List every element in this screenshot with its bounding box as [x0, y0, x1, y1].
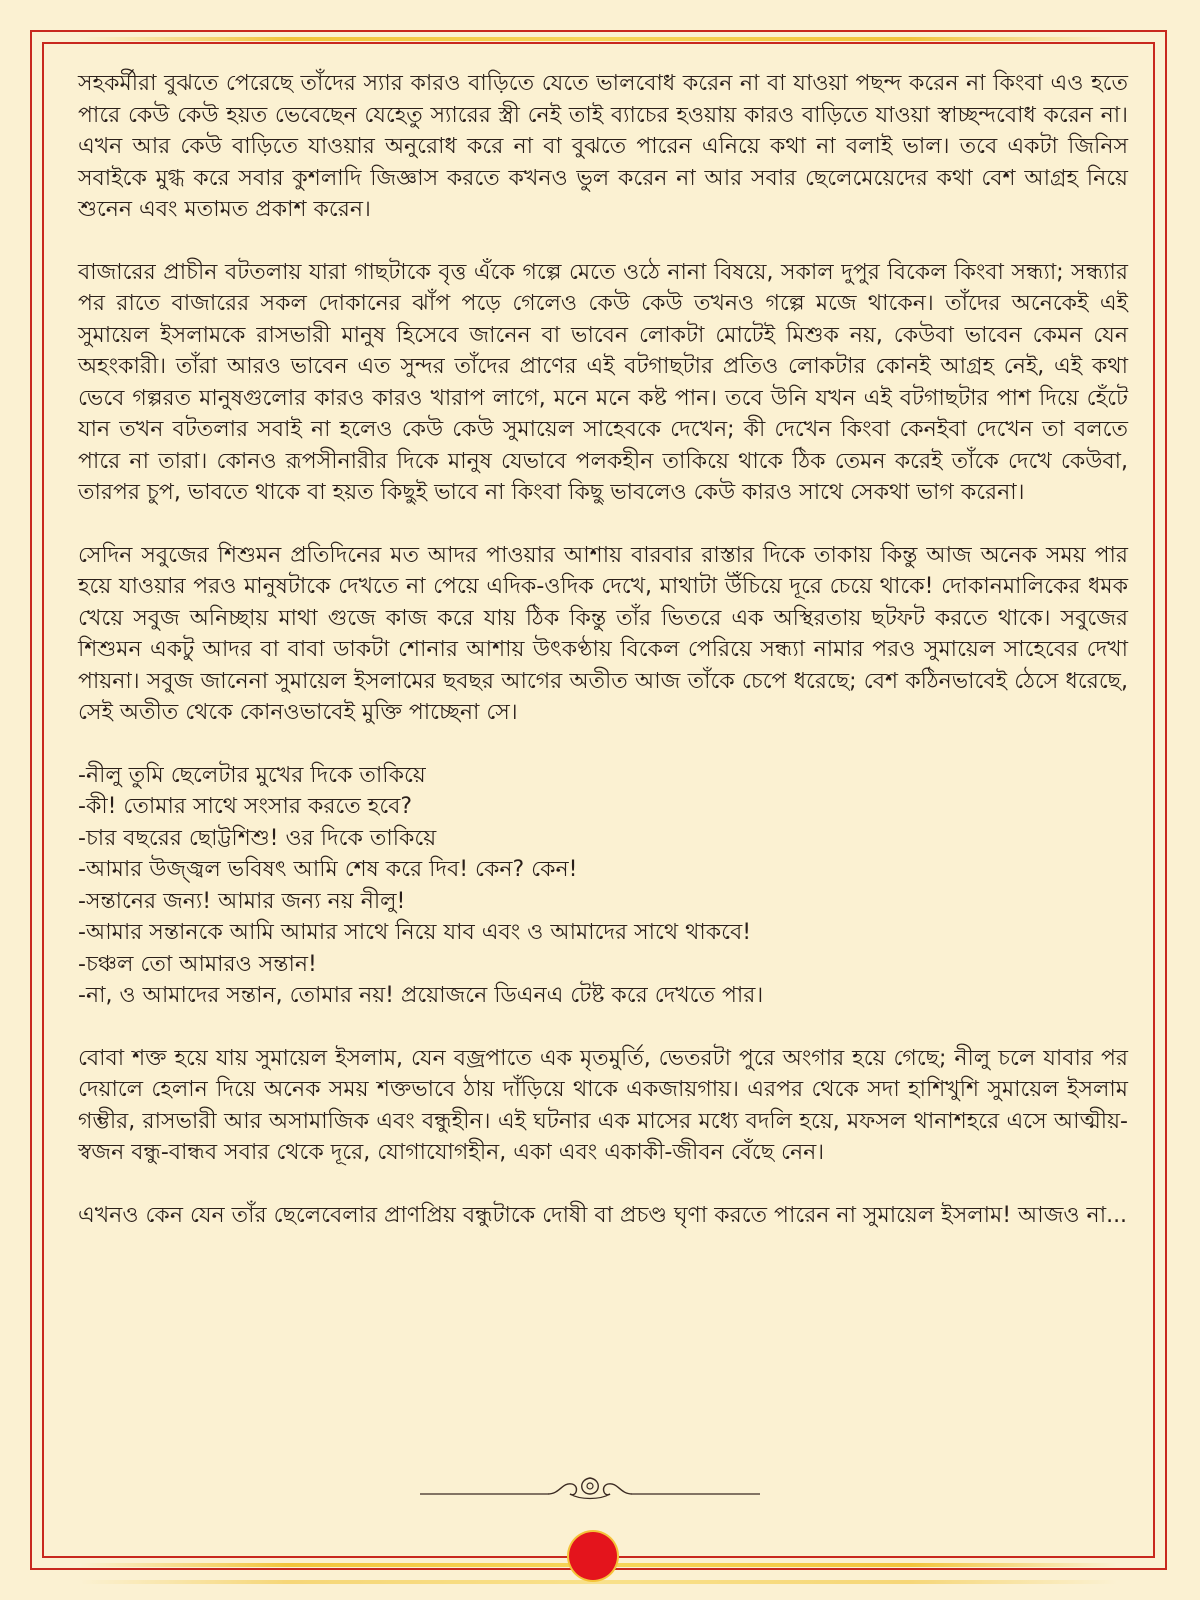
paragraph-5: এখনও কেন যেন তাঁর ছেলেবেলার প্রাণপ্রিয় বন্ধুটাকে দোষী বা প্রচণ্ড ঘৃণা করতে পারেন না সুমায়েল ইসলাম! আজও না... [78, 1202, 1128, 1228]
dialogue-line: -চার বছরের ছোট্টশিশু! ওর দিকে তাকিয়ে [78, 825, 437, 851]
paragraph-1: সহকর্মীরা বুঝতে পেরেছে তাঁদের স্যার কারও বাড়িতে যেতে ভালবোধ করেন না বা যাওয়া পছন্দ করেন না কিংবা এও হতে পারে কেউ কেউ হয়ত ভেবেছেন যেহেতু স্যারের স্ত্রী নেই তাই ব্যাচের হওয়ায় কারও বাড়িতে যাওয়া স্বাচ্ছন্দবোধ করেন না। এখন আর কেউ বাড়িতে যাওয়ার অনুরোধ করে না বা বুঝতে পারেন এনিয়ে কথা না বলাই ভাল। তবে একটা জিনিস সবাইকে মুগ্ধ করে সবার কুশলাদি জিজ্ঞাস করতে কখনও ভুল করেন না আর সবার ছেলেমেয়েদের কথা বেশ আগ্রহ নিয়ে শুনেন এবং মতামত প্রকাশ করেন। [78, 71, 1128, 222]
paragraph-2: বাজারের প্রাচীন বটতলায় যারা গাছটাকে বৃত্ত এঁকে গল্পে মেতে ওঠে নানা বিষয়ে, সকাল দুপুর বিকেল কিংবা সন্ধ্যা; সন্ধ্যার পর রাতে বাজারের সকল দোকানের ঝাঁপ পড়ে গেলেও কেউ কেউ তখনও গল্পে মজে থাকেন। তাঁদের অনেকেই এই সুমায়েল ইসলামকে রাসভারী মানুষ হিসেবে জানেন বা ভাবেন লোকটা মোটেই মিশুক নয়, কেউবা ভাবেন কেমন যেন অহংকারী। তাঁরা আরও ভাবেন এত সুন্দর তাঁদের প্রাণের এই বটগাছটার প্রতিও লোকটার কোনই আগ্রহ নেই, এই কথা ভেবে গল্পরত মানুষগুলোর কারও কারও খারাপ লাগে, মনে মনে কষ্ট পান। তবে উনি যখন এই বটগাছটার পাশ দিয়ে হেঁটে যান তখন বটতলার সবাই না হলেও কেউ কেউ সুমায়েল সাহেবকে দেখেন; কী দেখেন কিংবা কেনইবা দেখেন তা বলতে পারে না তারা। কোনও রূপসীনারীর দিকে মানুষ যেভাবে পলকহীন তাকিয়ে থাকে ঠিক তেমন করেই তাঁকে দেখে কেউবা, তারপর চুপ, ভাবতে থাকে বা হয়ত কিছুই ভাবে না কিংবা কিছু ভাবলেও কেউ কারও সাথে সেকথা ভাগ করেনা। [78, 259, 1128, 505]
story-body [78, 68, 1128, 1262]
gold-bar-bottom-secondary [80, 1580, 1117, 1584]
flourish-divider-icon [420, 1470, 760, 1510]
dialogue-line: -কী! তোমার সাথে সংসার করতে হবে? [78, 794, 413, 819]
gold-bar-top [80, 37, 1117, 41]
paragraph-3: সেদিন সবুজের শিশুমন প্রতিদিনের মত আদর পাওয়ার আশায় বারবার রাস্তার দিকে তাকায় কিন্তু আজ অনেক সময় পার হয়ে যাওয়ার পরও মানুষটাকে দেখতে না পেয়ে এদিক-ওদিক দেখে, মাথাটা উঁচিয়ে দূরে চেয়ে থাকে! দোকানমালিকের ধমক খেয়ে সবুজ অনিচ্ছায় মাথা গুজে কাজ করে যায় ঠিক কিন্তু তাঁর ভিতরে এক অস্থিরতায় ছটফট করতে থাকে। সবুজের শিশুমন একটু আদর বা বাবা ডাকটা শোনার আশায় উৎকণ্ঠায় বিকেল পেরিয়ে সন্ধ্যা নামার পরও সুমায়েল সাহেবের দেখা পায়না। সবুজ জানেনা সুমায়েল ইসলামের ছবছর আগের অতীত আজ তাঁকে চেপে ধরেছে; বেশ কঠিনভাবেই ঠেসে ধরেছে, সেই অতীত থেকে কোনওভাবেই মুক্তি পাচ্ছেনা সে। [78, 542, 1128, 725]
red-circle-seal-icon [569, 1532, 617, 1580]
dialogue-line: -চঞ্চল তো আমারও সন্তান! [78, 951, 317, 977]
dialogue-block [78, 760, 1128, 1012]
dialogue-line: -আমার সন্তানকে আমি আমার সাথে নিয়ে যাব এবং ও আমাদের সাথে থাকবে! [78, 920, 752, 945]
paragraph-4: বোবা শক্ত হয়ে যায় সুমায়েল ইসলাম, যেন বজ্রপাতে এক মৃতমুর্তি, ভেতরটা পুরে অংগার হয়ে গেছে; নীলু চলে যাবার পর দেয়ালে হেলান দিয়ে অনেক সময় শক্তভাবে ঠায় দাঁড়িয়ে থাকে একজায়গায়। এরপর থেকে সদা হাশিখুশি সুমায়েল ইসলাম গম্ভীর, রাসভারী আর অসামাজিক এবং বন্ধুহীন। এই ঘটনার এক মাসের মধ্যে বদলি হয়ে, মফসল থানাশহরে এসে আত্মীয়-স্বজন বন্ধু-বান্ধব সবার থেকে দূরে, যোগাযোগহীন, একা এবং একাকী-জীবন বেঁছে নেন। [78, 1045, 1128, 1165]
dialogue-line: -না, ও আমাদের সন্তান, তোমার নয়! প্রয়োজনে ডিএনএ টেষ্ট করে দেখতে পার। [78, 983, 764, 1008]
dialogue-line: -আমার উজ্জ্বল ভবিষৎ আমি শেষ করে দিব! কেন? কেন! [78, 857, 578, 882]
dialogue-line: -নীলু তুমি ছেলেটার মুখের দিকে তাকিয়ে [78, 762, 426, 788]
dialogue-line: -সন্তানের জন্য! আমার জন্য নয় নীলু! [78, 888, 406, 914]
